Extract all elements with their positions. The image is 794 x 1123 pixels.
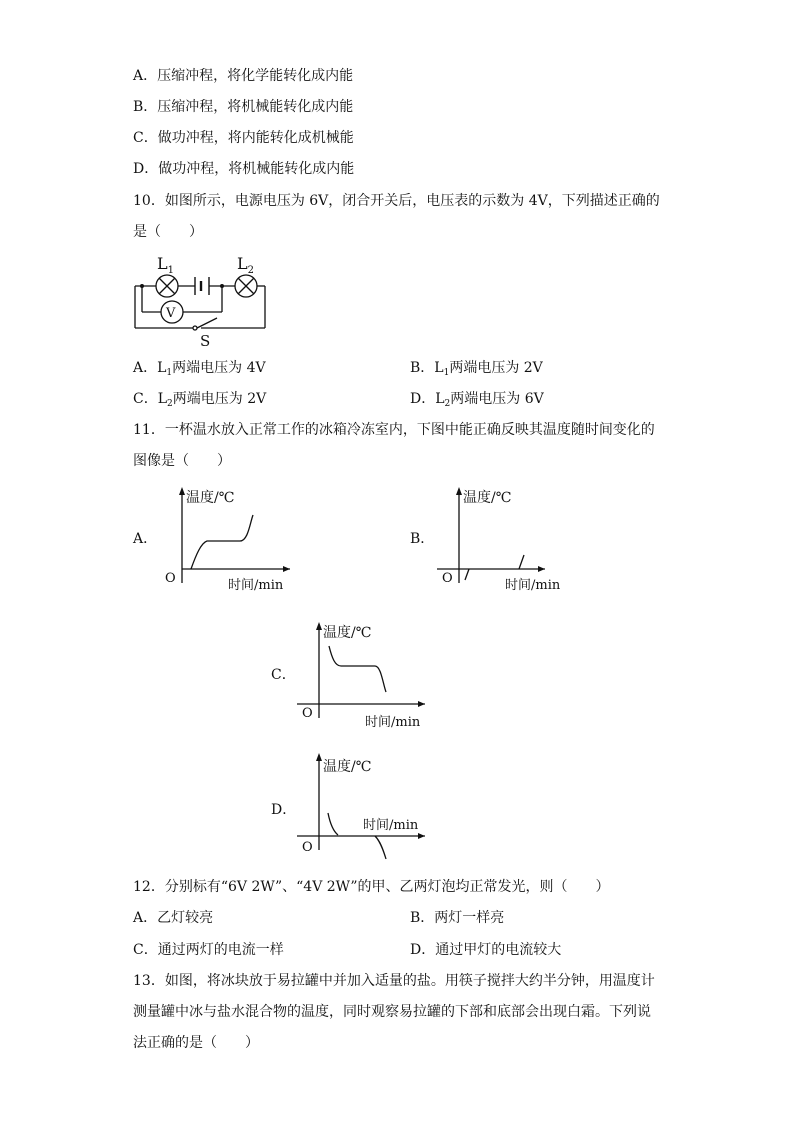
q10-stem-line1: 10．如图所示，电源电压为 6V，闭合开关后，电压表的示数为 4V，下列描述正确的 [133,193,660,209]
q10-option-c: C．$L_2$两端电压为 2V [133,391,267,409]
svg-text:O: O [165,571,176,586]
svg-text:L1: $L_1$ [157,254,174,276]
q11-graph-c [297,618,432,730]
q11-option-d-label: D． [271,802,297,818]
svg-text:V: V [166,306,176,321]
svg-text:温度/℃: 温度/℃ [323,625,372,641]
q12-option-b: B．两灯一样亮 [410,910,505,926]
svg-text:O: O [302,706,313,721]
q11-option-c-label: C． [271,667,296,683]
q10-option-b: B．$L_1$两端电压为 2V [410,360,543,378]
svg-text:温度/℃: 温度/℃ [463,490,512,506]
q11-stem-line2: 图像是（ ） [133,453,231,469]
q10-stem-line2: 是（ ） [133,224,203,240]
q9-option-b: B．压缩冲程，将机械能转化成内能 [133,99,354,115]
svg-text:时间/min: 时间/min [505,578,561,593]
q10-circuit-diagram [125,250,275,350]
q13-stem-line2: 测量罐中冰与盐水混合物的温度，同时观察易拉罐的下部和底部会出现白霜。下列说 [133,1004,651,1020]
q9-option-d: D．做功冲程，将机械能转化成内能 [133,161,355,177]
svg-text:温度/℃: 温度/℃ [323,759,372,775]
svg-text:时间/min: 时间/min [228,578,284,593]
q12-option-c: C．通过两灯的电流一样 [133,942,284,958]
svg-text:L2: $L_2$ [237,254,254,276]
q11-option-a-label: A． [133,531,158,547]
q9-option-a: A．压缩冲程，将化学能转化成内能 [133,68,354,84]
q12-option-d: D．通过甲灯的电流较大 [410,942,562,958]
q12-stem: 12．分别标有“6V 2W”、“4V 2W”的甲、乙两灯泡均正常发光，则（ ） [133,879,610,895]
q12-option-a: A．乙灯较亮 [133,910,214,926]
q11-graph-b [437,483,572,595]
svg-text:时间/min: 时间/min [363,818,419,833]
svg-text:S: S [200,332,211,350]
q11-graph-a [160,483,295,595]
q11-option-b-label: B． [410,531,435,547]
q9-option-c: C．做功冲程，将内能转化成机械能 [133,130,354,146]
q11-graph-d [297,749,432,867]
svg-text:O: O [442,571,453,586]
svg-text:O: O [302,840,313,855]
q13-stem-line1: 13．如图，将冰块放于易拉罐中并加入适量的盐。用筷子搅拌大约半分钟，用温度计 [133,973,655,989]
q13-stem-line3: 法正确的是（ ） [133,1035,259,1051]
svg-text:温度/℃: 温度/℃ [186,490,235,506]
q10-option-a: A．$L_1$两端电压为 4V [133,360,266,378]
q11-stem-line1: 11．一杯温水放入正常工作的冰箱冷冻室内，下图中能正确反映其温度随时间变化的 [133,422,655,438]
svg-text:时间/min: 时间/min [365,715,421,730]
q10-option-d: D．$L_2$两端电压为 6V [410,391,544,409]
